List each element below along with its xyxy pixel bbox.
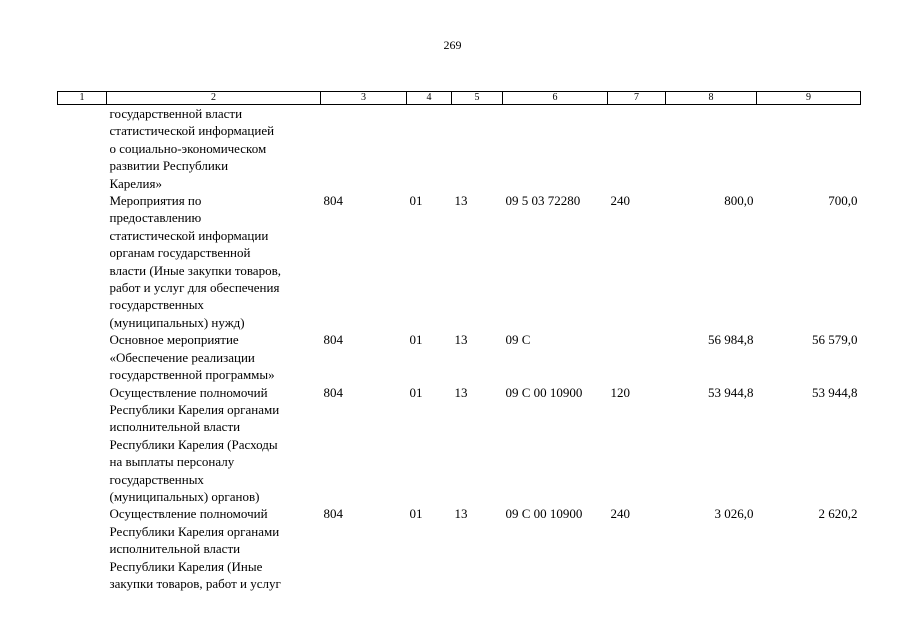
amount-year-1: 53 944,8: [708, 384, 754, 400]
amount-year-2: [757, 105, 861, 193]
section-code: [407, 105, 452, 193]
table-row: [58, 105, 861, 193]
subsection-code: 13: [454, 384, 468, 400]
col-header-8: 8: [666, 92, 757, 105]
target-article-code: 09 С 00 10900: [505, 384, 583, 400]
amount-year-2: 56 579,0: [812, 332, 858, 348]
expense-type-code: 240: [610, 506, 630, 522]
target-article-code: 09 5 03 72280: [505, 193, 581, 209]
column-number-row: [58, 92, 861, 105]
col-header-6: 6: [503, 92, 608, 105]
table-row: [58, 384, 861, 506]
subsection-code: 13: [454, 193, 468, 209]
expense-name: Мероприятия по предоставлению статистической информации органам государственной власти (Иные закупки товаров, работ и услуг для обеспечения государственных (муниципальных) нужд): [109, 193, 281, 330]
ministry-code: 804: [323, 193, 343, 209]
col-header-7: 7: [608, 92, 666, 105]
page-number: 269: [443, 38, 462, 52]
section-code: 01: [409, 506, 423, 522]
amount-year-1: [666, 105, 757, 193]
ministry-code: [321, 105, 407, 193]
expense-name: Осуществление полномочий Республики Карелия органами исполнительной власти Республики Карелия (Иные закупки товаров, работ и услуг: [109, 506, 281, 591]
expense-type-code: 120: [610, 384, 630, 400]
col-header-3: 3: [321, 92, 407, 105]
col-header-9: 9: [757, 92, 861, 105]
row-index-cell: [58, 192, 107, 331]
amount-year-2: 53 944,8: [812, 384, 858, 400]
expense-type-code: [608, 105, 666, 193]
col-header-2: 2: [107, 92, 321, 105]
table-row: [58, 505, 861, 592]
amount-year-2: 700,0: [828, 193, 858, 209]
section-code: 01: [409, 193, 423, 209]
expense-name: государственной власти статистической информацией о социально-экономическом развитии Республики Карелия»: [109, 106, 275, 191]
amount-year-2: 2 620,2: [818, 506, 858, 522]
target-article-code: 09 С: [505, 332, 531, 348]
table-row: [58, 192, 861, 331]
row-index-cell: [58, 384, 107, 506]
subsection-code: 13: [454, 332, 468, 348]
amount-year-1: 800,0: [724, 193, 754, 209]
amount-year-1: 3 026,0: [714, 506, 754, 522]
amount-year-1: 56 984,8: [708, 332, 754, 348]
ministry-code: 804: [323, 384, 343, 400]
col-header-1: 1: [58, 92, 107, 105]
ministry-code: 804: [323, 506, 343, 522]
subsection-code: [452, 105, 503, 193]
subsection-code: 13: [454, 506, 468, 522]
target-article-code: [503, 105, 608, 193]
col-header-5: 5: [452, 92, 503, 105]
col-header-4: 4: [407, 92, 452, 105]
expense-type-code: 240: [610, 193, 630, 209]
target-article-code: 09 С 00 10900: [505, 506, 583, 522]
ministry-code: 804: [323, 332, 343, 348]
row-index-cell: [58, 505, 107, 592]
expense-type-code: [608, 331, 666, 383]
section-code: 01: [409, 332, 423, 348]
table-row: [58, 331, 861, 383]
section-code: 01: [409, 384, 423, 400]
expense-name: Осуществление полномочий Республики Карелия органами исполнительной власти Республики Карелия (Расходы на выплаты персоналу государственных (муниципальных) органов): [109, 384, 280, 504]
row-index-cell: [58, 105, 107, 193]
expense-name: Основное мероприятие «Обеспечение реализации государственной программы»: [109, 332, 275, 383]
row-index-cell: [58, 331, 107, 383]
budget-table: [57, 91, 861, 592]
